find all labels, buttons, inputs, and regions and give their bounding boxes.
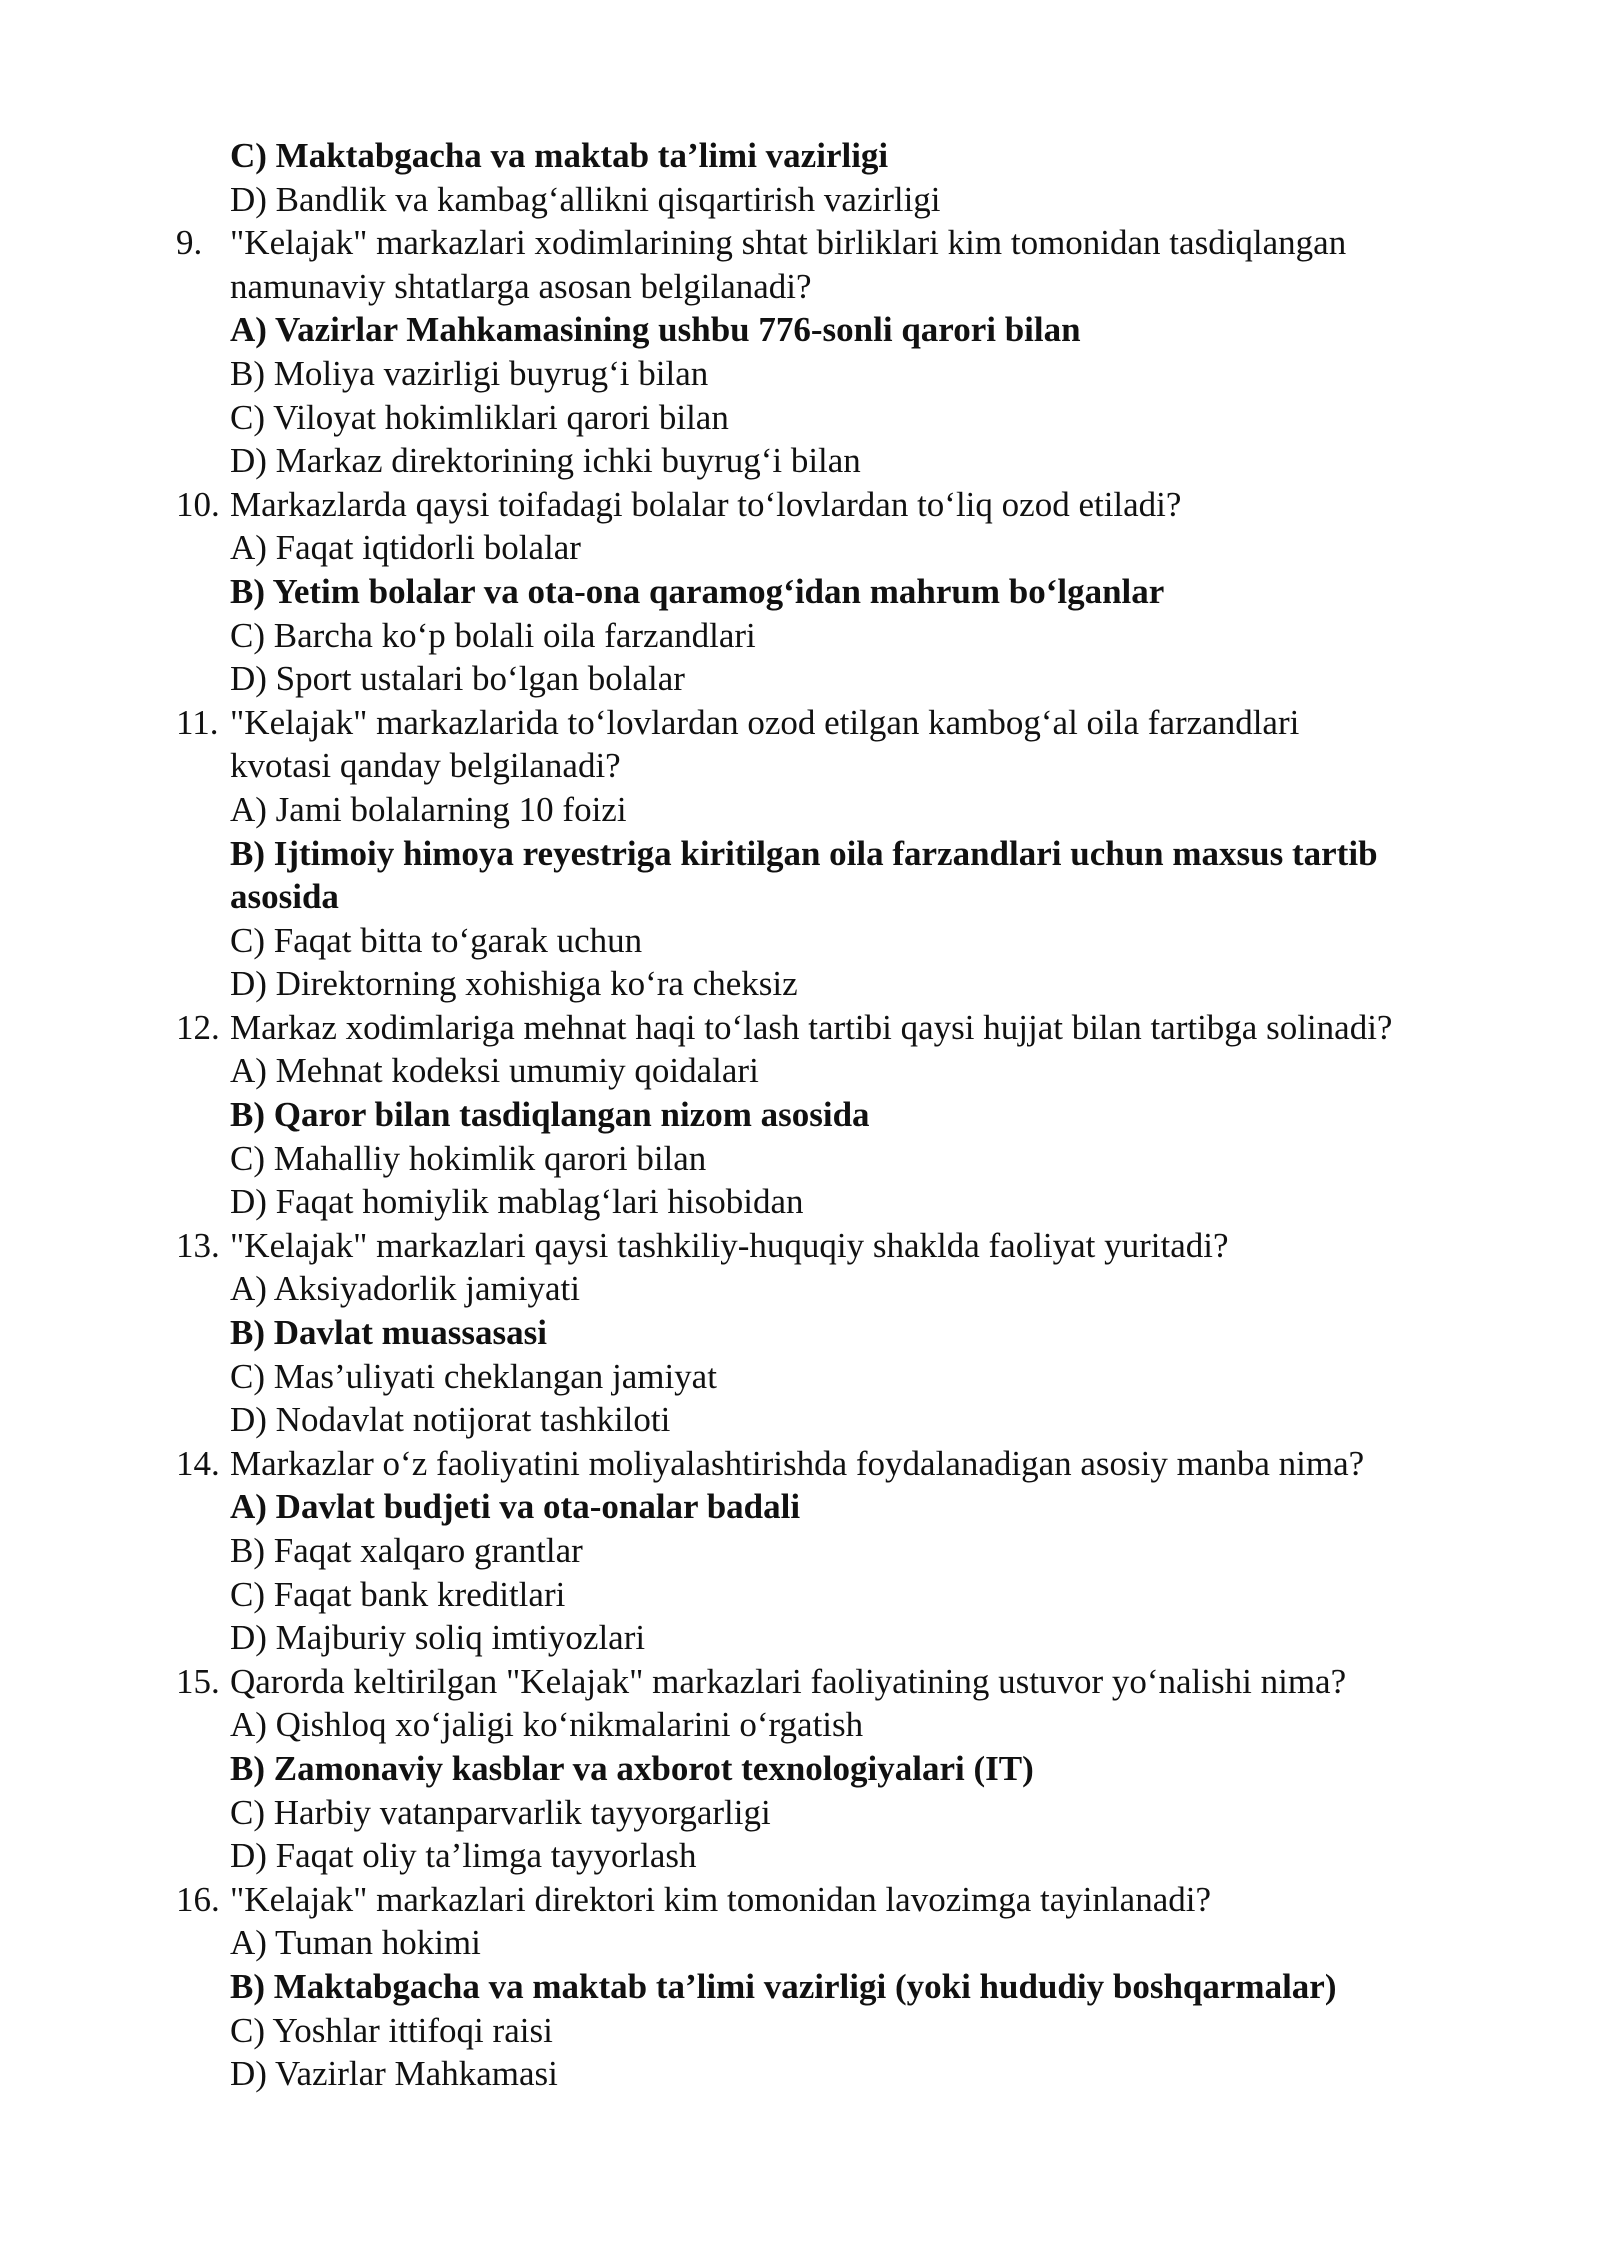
question-row — [0, 1878, 1600, 1922]
question-text: "Kelajak" markazlarida to‘lovlardan ozod etilgan kambog‘al oila farzandlari — [230, 702, 1300, 742]
question-block — [0, 1442, 1600, 1660]
question-text: Markazlarda qaysi toifadagi bolalar to‘lovlardan to‘liq ozod etiladi? — [230, 484, 1182, 524]
answer-option: A) Aksiyadorlik jamiyati — [230, 1269, 580, 1309]
answer-option: D) Nodavlat notijorat tashkiloti — [230, 1400, 671, 1440]
answer-option: C) Yoshlar ittifoqi raisi — [230, 2010, 553, 2050]
question-number: 16. — [176, 1879, 220, 1919]
question-row — [0, 483, 1600, 527]
answer-option-correct: A) Vazirlar Mahkamasining ushbu 776-sonli qarori bilan — [230, 310, 1081, 350]
question-number: 13. — [176, 1225, 220, 1265]
question-text-continued: namunaviy shtatlarga asosan belgilanadi? — [230, 266, 812, 306]
answer-option: C) Faqat bank kreditlari — [230, 1574, 566, 1614]
answer-option: A) Faqat iqtidorli bolalar — [230, 528, 581, 568]
question-number: 12. — [176, 1007, 220, 1047]
question-number: 15. — [176, 1661, 220, 1701]
answer-option: C) Viloyat hokimliklari qarori bilan — [230, 397, 729, 437]
question-text: "Kelajak" markazlari direktori kim tomonidan lavozimga tayinlanadi? — [230, 1879, 1212, 1919]
question-number: 14. — [176, 1443, 220, 1483]
answer-option-correct: A) Davlat budjeti va ota-onalar badali — [230, 1487, 801, 1527]
answer-option: A) Jami bolalarning 10 foizi — [230, 789, 627, 829]
question-text: "Kelajak" markazlari qaysi tashkiliy-huquqiy shaklda faoliyat yuritadi? — [230, 1225, 1229, 1265]
answer-option: C) Maktabgacha va maktab ta’limi vazirligi — [230, 136, 889, 175]
question-row — [0, 1442, 1600, 1486]
question-block — [0, 701, 1600, 1006]
answer-option: D) Direktorning xohishiga ko‘ra cheksiz — [230, 964, 798, 1004]
answer-option: C) Barcha ko‘p bolali oila farzandlari — [230, 615, 756, 655]
answer-option: D) Faqat oliy ta’limga tayyorlash — [230, 1836, 697, 1876]
answer-option: D) Faqat homiylik mablag‘lari hisobidan — [230, 1182, 804, 1222]
question-block — [0, 1006, 1600, 1224]
question-block — [0, 483, 1600, 701]
answer-option: D) Sport ustalari bo‘lgan bolalar — [230, 659, 685, 699]
question-row — [0, 701, 1600, 745]
answer-option-correct: B) Davlat muassasasi — [230, 1313, 547, 1353]
question-text: Qarorda keltirilgan "Kelajak" markazlari faoliyatining ustuvor yo‘nalishi nima? — [230, 1661, 1347, 1701]
question-list — [0, 134, 1600, 2096]
answer-option: A) Qishloq xo‘jaligi ko‘nikmalarini o‘rgatish — [230, 1705, 864, 1745]
question-number: 9. — [176, 223, 203, 263]
answer-option: D) Vazirlar Mahkamasi — [230, 2054, 558, 2094]
answer-option-correct: B) Qaror bilan tasdiqlangan nizom asosida — [230, 1095, 870, 1135]
question-block — [0, 1878, 1600, 2096]
answer-option: C) Harbiy vatanparvarlik tayyorgarligi — [230, 1792, 771, 1832]
answer-option: C) Mahalliy hokimlik qarori bilan — [230, 1138, 707, 1178]
answer-option: D) Markaz direktorining ichki buyrug‘i bilan — [230, 441, 861, 481]
answer-option: C) Mas’uliyati cheklangan jamiyat — [230, 1356, 717, 1396]
question-text-continued: kvotasi qanday belgilanadi? — [230, 746, 621, 786]
question-row — [0, 1224, 1600, 1268]
answer-option: D) Bandlik va kambag‘allikni qisqartirish vazirligi — [230, 179, 941, 219]
question-block — [0, 1224, 1600, 1442]
question-text: "Kelajak" markazlari xodimlarining shtat birliklari kim tomonidan tasdiqlangan — [230, 223, 1347, 263]
answer-option-correct: B) Maktabgacha va maktab ta’limi vazirligi (yoki hududiy boshqarmalar) — [230, 1966, 1337, 2006]
answer-option-correct: asosida — [230, 877, 339, 917]
answer-option: C) Faqat bitta to‘garak uchun — [230, 920, 643, 960]
answer-option: A) Mehnat kodeksi umumiy qoidalari — [230, 1051, 759, 1091]
question-row — [0, 1660, 1600, 1704]
answer-option: B) Faqat xalqaro grantlar — [230, 1531, 583, 1570]
question-text: Markaz xodimlariga mehnat haqi to‘lash tartibi qaysi hujjat bilan tartibga solinadi? — [230, 1007, 1393, 1047]
question-row — [0, 221, 1600, 265]
question-text: Markazlar o‘z faoliyatini moliyalashtirishda foydalanadigan asosiy manba nima? — [230, 1443, 1365, 1483]
answer-option-correct: B) Ijtimoiy himoya reyestriga kiritilgan oila farzandlari uchun maxsus tartib — [230, 833, 1378, 873]
question-block — [0, 1660, 1600, 1878]
question-number: 10. — [176, 484, 220, 524]
answer-option: D) Majburiy soliq imtiyozlari — [230, 1618, 646, 1658]
question-number: 11. — [176, 702, 219, 742]
answer-option: A) Tuman hokimi — [230, 1923, 481, 1963]
question-row — [0, 1006, 1600, 1050]
question-block — [0, 221, 1600, 483]
answer-option-correct: B) Yetim bolalar va ota-ona qaramog‘idan mahrum bo‘lganlar — [230, 571, 1165, 611]
answer-option-correct: B) Zamonaviy kasblar va axborot texnologiyalari (IT) — [230, 1748, 1034, 1788]
answer-option: B) Moliya vazirligi buyrug‘i bilan — [230, 353, 709, 393]
